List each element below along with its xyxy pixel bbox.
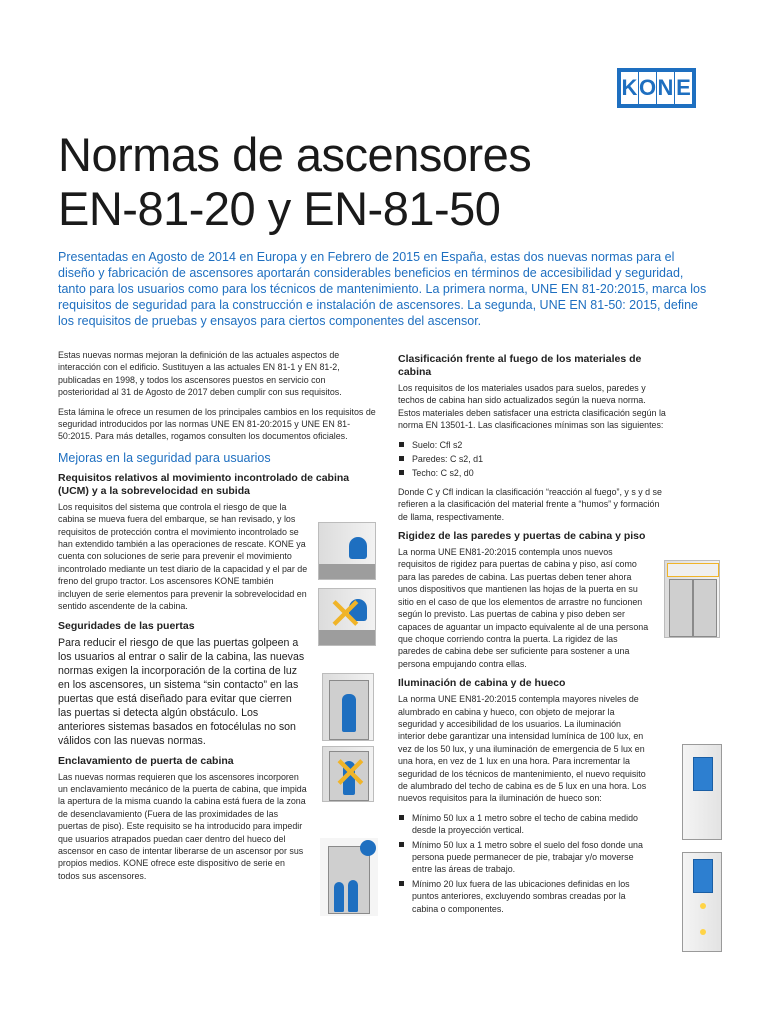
logo-letter: O: [639, 72, 656, 104]
technician-illustration-2: [318, 588, 376, 646]
page-title: [58, 128, 618, 236]
list-item: Suelo: Cfl s2: [398, 439, 670, 451]
logo-letter: E: [675, 72, 692, 104]
body-paragraph: Estas nuevas normas mejoran la definición de las actuales aspectos de interacción con el edificio. Sustituyen a las actuales EN 81-1 y EN 81-2, publicadas en 1998, y todos los ascensores puestos en servicio con posterioridad al 31 de Agosto de 2017 deben cumplir con sus requisitos.: [58, 350, 342, 398]
door-light-curtain-illustration: [322, 673, 374, 741]
section-heading: Mejoras en la seguridad para usuarios: [58, 450, 271, 465]
cross-icon: ✕: [327, 590, 364, 639]
doors-heading: Seguridades de las puertas: [58, 619, 195, 632]
list-item: Mínimo 50 lux a 1 metro sobre el techo de cabina medido desde la proyección vertical.: [398, 812, 650, 837]
shaft-lighting-illustration-1: [682, 744, 722, 840]
rigidity-heading: Rigidez de las paredes y puertas de cabina y piso: [398, 530, 646, 543]
shaft-lighting-illustration-2: [682, 852, 722, 952]
title-line-1: Normas de ascensores: [58, 128, 532, 181]
logo-letter: K: [621, 72, 638, 104]
doors-paragraph: Para reducir el riesgo de que las puertas golpeen a los usuarios al entrar o salir de la cabina, las nuevas normas exigen la incorporación de la cortina de luz en los ascensores, un sistema “sin contacto” en las puertas que está diseñado para evitar que cierren las puertas si detecta algún obstáculo. Los anteriores sistemas basados en fotocélulas no son válidos con las nuevas normas.: [58, 636, 305, 747]
body-paragraph: Esta lámina le ofrece un resumen de los principales cambios en los requisitos de seguridad introducidos por las normas UNE EN 81-20:2015 y UNE EN 81-50:2015. Para más detalles, rogamos consulten los documentos oficiales.: [58, 406, 376, 442]
door-lock-illustration: [320, 838, 378, 916]
technician-illustration-1: [318, 522, 376, 580]
fire-list: [398, 439, 670, 480]
rigidity-paragraph: La norma UNE EN81-20:2015 contempla unos nuevos requisitos de rigidez para puertas de cabina y piso, así como para las paredes de cabina. Las puertas deben tener ahora unos dispositivos que mantienen las hojas de la puerta en su sitio en el caso de que los elementos de arrastre no funcionen según lo previsto. Las puertas de cabina y piso deben ser capaces de aguantar un impacto equivalente al de una persona que choque corriendo contra la puerta. La rigidez de las paredes de cabina debe ser suficiente para sostener a una persona empujando contra ellas.: [398, 547, 649, 669]
logo-letter: N: [657, 72, 674, 104]
fire-heading: Clasificación frente al fuego de los materiales de cabina: [398, 353, 642, 378]
lighting-list: [398, 812, 650, 915]
lock-paragraph: Las nuevas normas requieren que los ascensores incorporen un enclavamiento mecánico de la puerta de cabina, que impida la apertura de la misma cuando la cabina está fuera de la zona de desenclavamiento (Fuera de las proximidades de las puertas de piso). Este requisito se ha introducido para impedir que usuarios atrapados puedan caer dentro del hueco del ascensor en caso de intentar liberarse de un ascensor por sus propios medios. KONE ofrece este dispositivo de serie en todos sus ascensores.: [58, 771, 307, 881]
ucm-paragraph: Los requisitos del sistema que controla el riesgo de que la cabina se mueva fuera del embarque, se han revisado, y los requisitos de protección contra el movimiento incontrolado se han extendido también a las operaciones de rescate. KONE ya cuenta con soluciones de serie para prevenir el movimiento incontrolado mediante un test diario de la capacidad y el par de freno del grupo tractor. Los ascensores KONE también incluyen de serie elementos para prevenir la sobrevelocidad en sentido ascendente de la cabina.: [58, 501, 308, 612]
fire-paragraph: Los requisitos de los materiales usados para suelos, paredes y techos de cabina han sido actualizados según la nueva norma. Estos materiales deben satisfacer una estricta clasificación según la norma EN 13501-1. Las clasificaciones mínimas son las siguientes:: [398, 383, 666, 431]
intro-paragraph: Presentadas en Agosto de 2014 en Europa y en Febrero de 2015 en España, estas dos nuevas normas para el diseño y fabricación de ascensores aportarán considerables beneficios en términos de accesibilidad y seguridad, tanto para los usuarios como para los técnicos de mantenimiento. La primera norma, UNE EN 81-20:2015, marca los requisitos de seguridad para la construcción e instalación de ascensores. La segunda, UNE EN 81-50: 2015, define los requisitos de pruebas y ensayos para ciertos componentes del ascensor.: [58, 250, 707, 328]
ucm-heading: Requisitos relativos al movimiento incontrolado de cabina (UCM) y a la sobrevelocidad en subida: [58, 471, 350, 497]
kone-logo: [617, 68, 696, 108]
list-item: Paredes: C s2, d1: [398, 453, 670, 465]
lock-heading: Enclavamiento de puerta de cabina: [58, 754, 234, 767]
title-line-2: EN-81-20 y EN-81-50: [58, 182, 501, 235]
right-column: [398, 349, 670, 921]
list-item: Mínimo 50 lux a 1 metro sobre el suelo del foso donde una persona puede permanecer de pie, trabajar y/o moverse entre las áreas de trabajo.: [398, 839, 650, 876]
list-item: Techo: C s2, d0: [398, 467, 670, 479]
list-item: Mínimo 20 lux fuera de las ubicaciones definidas en los puntos anteriores, excluyendo sombras creadas por la cabina o componentes.: [398, 878, 650, 915]
lighting-heading: Iluminación de cabina y de hueco: [398, 677, 566, 690]
door-obstacle-illustration: [322, 746, 374, 802]
cross-icon: ✕: [332, 749, 369, 798]
cabin-doors-illustration: [664, 560, 720, 638]
fire-note: Donde C y Cfl indican la clasificación “reacción al fuego”, y s y d se refieren a la clasificación del material frente a “humos” y formación de llama, respectivamente.: [398, 486, 662, 522]
lighting-paragraph: La norma UNE EN81-20:2015 contempla mayores niveles de alumbrado en cabina y hueco, con objeto de mejorar la seguridad y accesibilidad de los usuarios. La iluminación interior debe garantizar una intensidad lumínica de 100 lux, en vez de los 50 lux, y una iluminación de emergencia de 5 lux en una hora, en vez de 1 lux en una hora. Para incrementar la seguridad de los técnicos de mantenimiento, el nuevo requisito de alumbrado del techo de cabina es de 5 lux en una hora. Los nuevos requisitos para la iluminación de hueco son:: [398, 694, 647, 804]
lock-icon: [360, 840, 376, 856]
